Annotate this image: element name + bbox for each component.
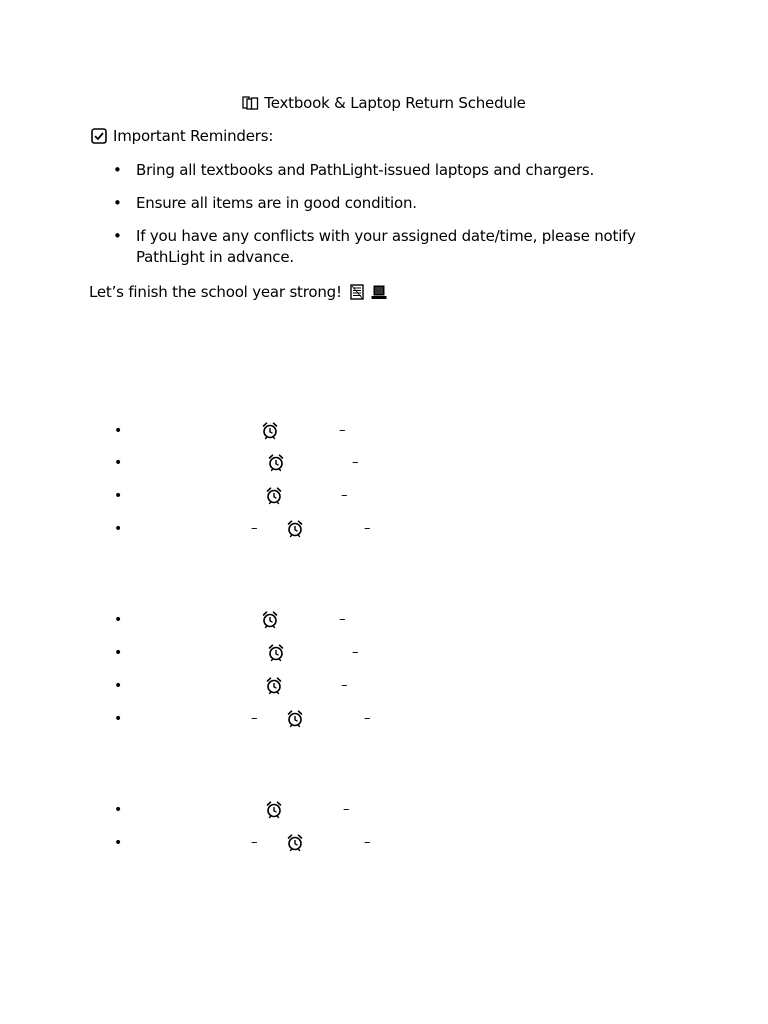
schedule-row xyxy=(0,610,768,630)
bullet: • xyxy=(114,455,123,471)
dash-separator: – xyxy=(352,455,359,470)
checkbox-icon xyxy=(91,128,107,148)
dash-separator: – xyxy=(339,423,346,438)
alarm-clock-icon xyxy=(266,801,282,819)
dash-separator: – xyxy=(364,711,371,726)
dash-separator: – xyxy=(251,521,258,536)
schedule-row xyxy=(0,676,768,696)
laptop-icon xyxy=(371,284,387,304)
dash-separator: – xyxy=(251,711,258,726)
alarm-clock-icon xyxy=(268,644,284,662)
document-title xyxy=(0,94,768,114)
bullet: • xyxy=(114,802,123,818)
bullet: • xyxy=(114,678,123,694)
dash-separator: – xyxy=(364,835,371,850)
schedule-row xyxy=(0,709,768,729)
dash-separator: – xyxy=(341,488,348,503)
list-item: • Bring all textbooks and PathLight-issued laptops and chargers. xyxy=(113,160,693,181)
notebook-icon xyxy=(350,284,364,304)
schedule-row xyxy=(0,800,768,820)
reminders-heading-text: Important Reminders: xyxy=(113,127,274,145)
schedule-row xyxy=(0,833,768,853)
dash-separator: – xyxy=(343,802,350,817)
bullet: • xyxy=(114,835,123,851)
alarm-clock-icon xyxy=(287,710,303,728)
schedule-row xyxy=(0,643,768,663)
bullet: • xyxy=(114,521,123,537)
bullet: • xyxy=(114,645,123,661)
alarm-clock-icon xyxy=(262,422,278,440)
dash-separator: – xyxy=(341,678,348,693)
alarm-clock-icon xyxy=(268,454,284,472)
alarm-clock-icon xyxy=(266,487,282,505)
reminders-heading xyxy=(91,127,273,148)
schedule-row xyxy=(0,421,768,441)
schedule-row xyxy=(0,519,768,539)
title-text: Textbook & Laptop Return Schedule xyxy=(264,94,526,112)
dash-separator: – xyxy=(251,835,258,850)
dash-separator: – xyxy=(364,521,371,536)
alarm-clock-icon xyxy=(266,677,282,695)
list-item: • If you have any conflicts with your assigned date/time, please notify PathLight in advance. xyxy=(113,226,693,268)
books-icon xyxy=(242,96,259,114)
bullet: • xyxy=(114,612,123,628)
dash-separator: – xyxy=(352,645,359,660)
reminders-list xyxy=(113,160,693,280)
schedule-row xyxy=(0,486,768,506)
bullet: • xyxy=(114,423,123,439)
bullet: • xyxy=(114,711,123,727)
closing-line xyxy=(89,283,387,304)
closing-text: Let’s finish the school year strong! xyxy=(89,283,342,301)
alarm-clock-icon xyxy=(262,611,278,629)
schedule-row xyxy=(0,453,768,473)
alarm-clock-icon xyxy=(287,834,303,852)
dash-separator: – xyxy=(339,612,346,627)
list-item: • Ensure all items are in good condition. xyxy=(113,193,693,214)
alarm-clock-icon xyxy=(287,520,303,538)
bullet: • xyxy=(114,488,123,504)
